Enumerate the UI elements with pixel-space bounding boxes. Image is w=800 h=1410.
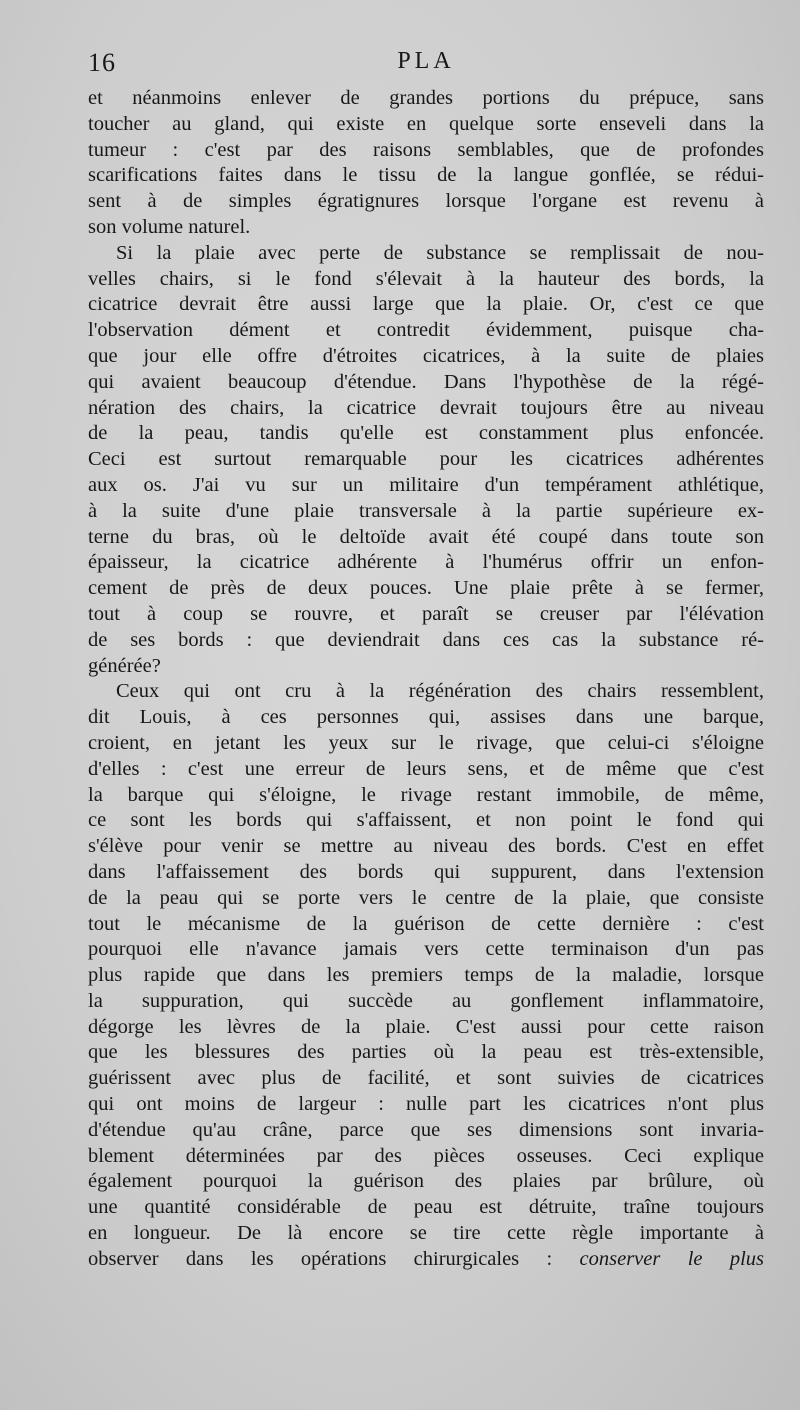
text-line: et néanmoins enlever de grandes portions du prépuce, sans bbox=[88, 87, 764, 109]
text-line: Ceux qui ont cru à la régénération des chairs ressemblent, bbox=[116, 680, 764, 703]
text-line: qui ont moins de largeur : nulle part les cicatrices n'ont plus bbox=[88, 1093, 764, 1116]
text-line: aux os. J'ai vu sur un militaire d'un tempérament athlétique, bbox=[88, 473, 764, 496]
text-line-italic: conserver le plus bbox=[579, 1247, 764, 1270]
text-line: d'étendue qu'au crâne, parce que ses dimensions sont invaria- bbox=[88, 1118, 764, 1141]
text-line bbox=[88, 1247, 764, 1273]
page-number: 16 bbox=[88, 48, 116, 77]
text-line: en longueur. De là encore se tire cette règle importante à bbox=[88, 1222, 764, 1245]
page-header bbox=[88, 48, 764, 84]
text-line: sent à de simples égratignures lorsque l'organe est revenu à bbox=[88, 190, 764, 213]
text-line: cement de près de deux pouces. Une plaie prête à se fermer, bbox=[88, 577, 764, 600]
text-line: de la peau qui se porte vers le centre de la plaie, que consiste bbox=[88, 886, 764, 909]
text-line: d'elles : c'est une erreur de leurs sens, et de même que c'est bbox=[88, 757, 764, 780]
text-line: plus rapide que dans les premiers temps de la maladie, lorsque bbox=[88, 964, 764, 987]
text-line: générée? bbox=[88, 654, 161, 677]
text-line: dans l'affaissement des bords qui suppurent, dans l'extension bbox=[88, 860, 764, 883]
text-line: son volume naturel. bbox=[88, 215, 251, 238]
text-line: dit Louis, à ces personnes qui, assises dans une barque, bbox=[88, 706, 764, 729]
text-line: tumeur : c'est par des raisons semblables, que de profondes bbox=[88, 138, 764, 161]
text-line: que jour elle offre d'étroites cicatrices, à la suite de plaies bbox=[88, 344, 764, 367]
text-line: cicatrice devrait être aussi large que la plaie. Or, c'est ce que bbox=[88, 293, 764, 316]
text-line: pourquoi elle n'avance jamais vers cette terminaison d'un pas bbox=[88, 938, 764, 961]
text-line: qui avaient beaucoup d'étendue. Dans l'hypothèse de la régé- bbox=[88, 370, 764, 393]
text-line: à la suite d'une plaie transversale à la partie supérieure ex- bbox=[88, 499, 764, 522]
text-line: blement déterminées par des pièces osseuses. Ceci explique bbox=[88, 1144, 764, 1167]
text-line: de la peau, tandis qu'elle est constamment plus enfoncée. bbox=[88, 422, 764, 445]
text-line: velles chairs, si le fond s'élevait à la hauteur des bords, la bbox=[88, 267, 764, 290]
text-line: nération des chairs, la cicatrice devrait toujours être au niveau bbox=[88, 396, 764, 419]
text-line: tout à coup se rouvre, et paraît se creuser par l'élévation bbox=[88, 602, 764, 625]
text-line: l'observation dément et contredit évidemment, puisque cha- bbox=[88, 319, 764, 342]
text-line: également pourquoi la guérison des plaies par brûlure, où bbox=[88, 1170, 764, 1193]
text-line: ce sont les bords qui s'affaissent, et non point le fond qui bbox=[88, 809, 764, 832]
text-line: Si la plaie avec perte de substance se remplissait de nou- bbox=[116, 241, 764, 264]
text-line: guérissent avec plus de facilité, et sont suivies de cicatrices bbox=[88, 1067, 764, 1090]
text-line: tout le mécanisme de la guérison de cette dernière : c'est bbox=[88, 912, 764, 935]
text-line: Ceci est surtout remarquable pour les cicatrices adhérentes bbox=[88, 448, 764, 471]
text-line: de ses bords : que deviendrait dans ces cas la substance ré- bbox=[88, 628, 764, 651]
body-text bbox=[88, 86, 764, 1273]
text-line: scarifications faites dans le tissu de la langue gonflée, se rédui- bbox=[88, 164, 764, 187]
text-line: épaisseur, la cicatrice adhérente à l'humérus offrir un enfon- bbox=[88, 551, 764, 574]
text-line: s'élève pour venir se mettre au niveau des bords. C'est en effet bbox=[88, 835, 764, 858]
text-line: une quantité considérable de peau est détruite, traîne toujours bbox=[88, 1196, 764, 1219]
text-line: la suppuration, qui succède au gonflement inflammatoire, bbox=[88, 989, 764, 1012]
text-line: terne du bras, où le deltoïde avait été coupé dans toute son bbox=[88, 525, 764, 548]
text-line: toucher au gland, qui existe en quelque sorte enseveli dans la bbox=[88, 112, 764, 135]
text-line: que les blessures des parties où la peau est très-extensible, bbox=[88, 1041, 764, 1064]
text-line: croient, en jetant les yeux sur le rivage, que celui-ci s'éloigne bbox=[88, 731, 764, 754]
text-line: la barque qui s'éloigne, le rivage restant immobile, de même, bbox=[88, 783, 764, 806]
text-line: dégorge les lèvres de la plaie. C'est aussi pour cette raison bbox=[88, 1015, 764, 1038]
running-head: PLA bbox=[397, 48, 455, 74]
text-line-roman: observer dans les opérations chirurgicales : bbox=[88, 1247, 580, 1270]
